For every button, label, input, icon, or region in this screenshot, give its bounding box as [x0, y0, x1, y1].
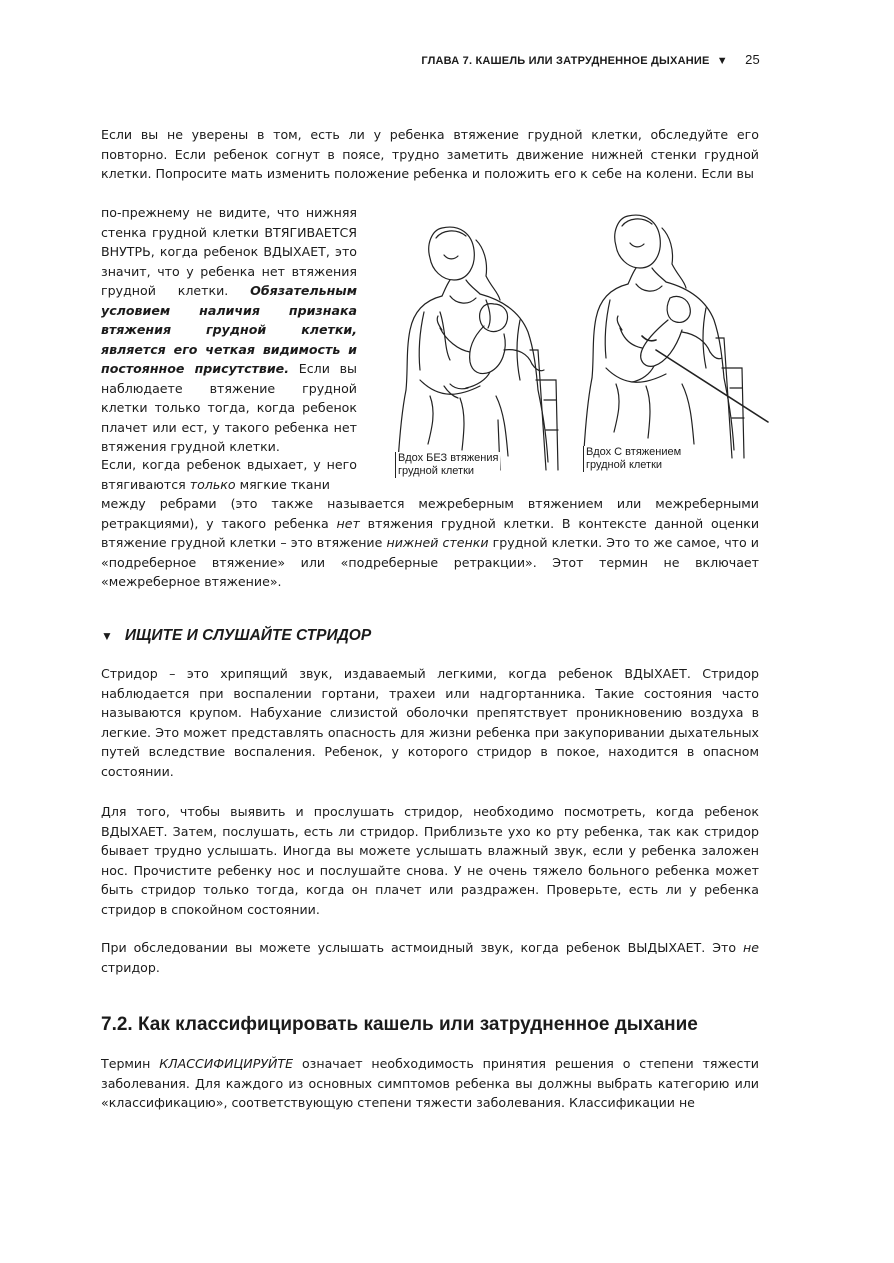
paragraph-wheeze: При обследовании вы можете услышать астмоидный звук, когда ребенок ВЫДЫХАЕТ. Это не стридор. [101, 940, 759, 975]
paragraph-soft-tissue-start: Если, когда ребенок вдыхает, у него втягиваются только мягкие ткани [101, 457, 357, 492]
section-heading-stridor: ▼ ИЩИТЕ И СЛУШАЙТЕ СТРИДОР [101, 627, 372, 644]
page-number: 25 [745, 52, 760, 67]
paragraph-classify: Термин КЛАССИФИЦИРУЙТЕ означает необходимость принятия решения о степени тяжести заболевания. Для каждого из основных симптомов ребенка вы должны выбрать категорию или «классификацию», соответствующую степени тяжести заболевания. Классификации не [101, 1056, 759, 1110]
caption-right: Вдох С втяжением грудной клетки [583, 446, 683, 472]
running-title: ГЛАВА 7. КАШЕЛЬ ИЛИ ЗАТРУДНЕННОЕ ДЫХАНИЕ [421, 55, 710, 67]
right-mother-figure [584, 215, 768, 458]
paragraph-intro: Если вы не уверены в том, есть ли у ребенка втяжение грудной клетки, обследуйте его повторно. Если ребенок согнут в поясе, трудно заметить движение нижней стенки грудной клетки. Попросите мать изменить положение ребенка и положить его к себе на колени. Если вы [101, 127, 759, 181]
triangle-down-icon: ▼ [716, 55, 728, 67]
left-mother-figure [398, 227, 558, 470]
illustration-mother-child [380, 200, 775, 490]
illustration-drawing [380, 200, 775, 490]
emphasis-condition: Обязательным условием наличия признака втяжения грудной клетки, является его четкая видимость и постоянное присутствие. [101, 283, 357, 376]
paragraph-stridor-detect: Для того, чтобы выявить и прослушать стридор, необходимо посмотреть, когда ребенок ВДЫХАЕТ. Затем, послушать, есть ли стридор. Приблизьте ухо ко рту ребенка, так как стридор бывает трудно услышать. Иногда вы можете услышать влажный звук, если у ребенка заложен нос. Прочистите ребенку нос и послушайте снова. У не очень тяжело больного ребенка может быть стридор только тогда, когда он плачет или раздражен. Проверьте, есть ли у ребенка стридор в спокойном состоянии. [101, 804, 759, 917]
section-heading-classify: 7.2. Как классифицировать кашель или затрудненное дыхание [101, 1014, 698, 1035]
paragraph-soft-tissue: между ребрами (это также называется межреберным втяжением или межреберными ретракциями), у такого ребенка нет втяжения грудной клетки. В контексте данной оценки втяжение грудной клетки – это втяжение нижней стенки грудной клетки. Это то же самое, что и «подреберное втяжение» или «подреберные ретракции». Этот термин не включает «межреберное втяжение». [101, 496, 760, 589]
triangle-down-icon: ▼ [101, 629, 113, 643]
paragraph-stridor-definition: Стридор – это хрипящий звук, издаваемый легкими, когда ребенок ВДЫХАЕТ. Стридор наблюдается при воспалении гортани, трахеи или надгортанника. Такие состояния часто называются крупом. Набухание слизистой оболочки препятствует проникновению воздуха в легкие. Это может представлять опасность для жизни ребенка при закупоривании дыхательных путей вследствие воспаления. Ребенок, у которого стридор в покое, находится в опасном состоянии. [101, 666, 759, 779]
caption-left: Вдох БЕЗ втяжения грудной клетки [395, 452, 500, 478]
running-header [300, 52, 760, 67]
paragraph-intro-wrap: по-прежнему не видите, что нижняя стенка грудной клетки ВТЯГИВАЕТСЯ ВНУТРЬ, когда ребенок ВДЫХАЕТ, это значит, что у ребенка нет втяжения грудной клетки. Обязательным условием наличия признака втяжения грудной клетки, является его четкая видимость и постоянное присутствие. Если вы наблюдаете втяжение грудной клетки только тогда, когда ребенок плачет или ест, у такого ребенка нет втяжения грудной клетки. [101, 205, 358, 454]
